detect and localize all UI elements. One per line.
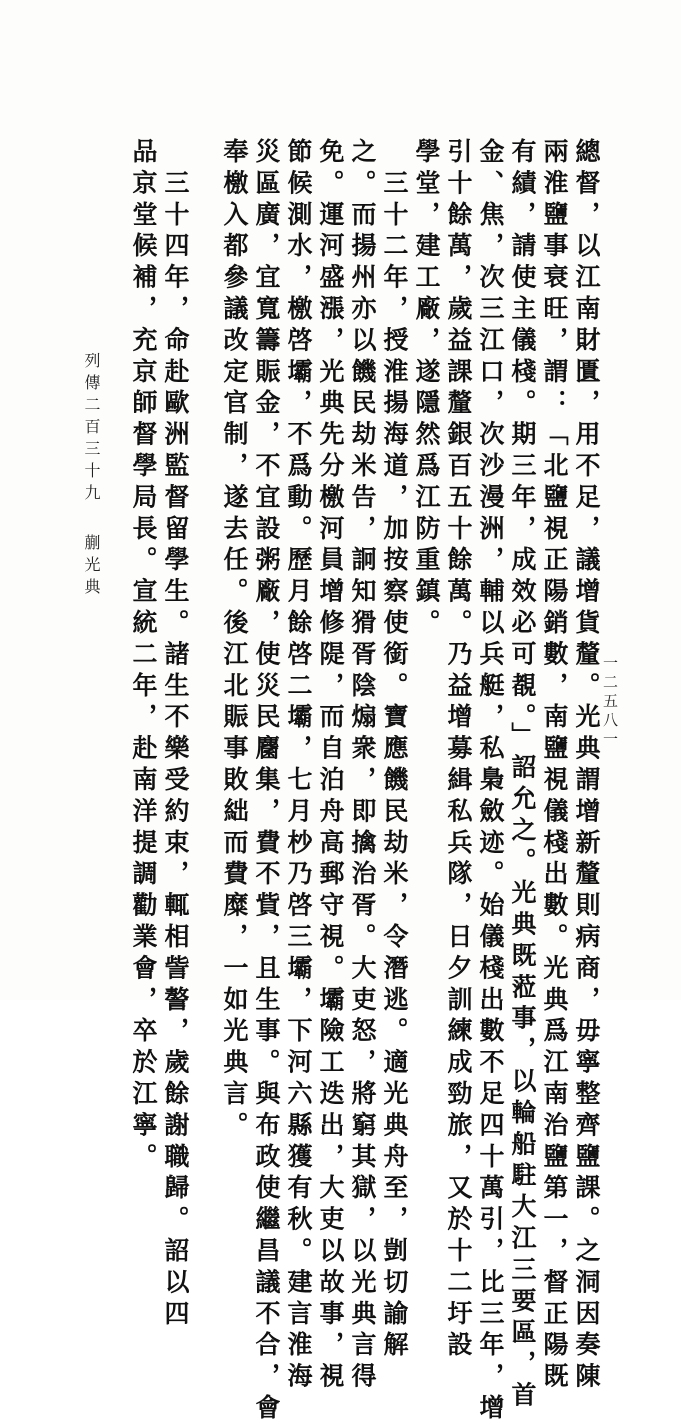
text-column: 災區廣，宜寬籌賑金，不宜設粥廠，使災民麕集，費不貲，且生事。與布政使繼昌議不合，會 [252,138,281,1425]
text-column: 總督，以江南財匱，用不足，議增貨釐。光典謂增新釐則病商，毋寧整齊鹽課。之洞因奏陳 [572,138,601,1394]
running-header-biography-name: 蒯光典 [82,534,101,600]
text-column: 引十餘萬，歲益課釐銀百五十餘萬。乃益增募緝私兵隊，日夕訓練成勁旅，又於十二圩設 [444,138,473,1363]
text-column: 三十二年，授淮揚海道，加按察使銜。寶應饑民劫米，令潛逃。適光典舟至，剴切諭解 [380,138,409,1363]
text-column: 品京堂候補，充京師督學局長。宣統二年，赴南洋提調勸業會，卒於江寧。 [129,138,158,1175]
text-column: 兩淮鹽事衰旺，謂：「北鹽視正陽銷數，南鹽視儀棧出數。光典爲江南治鹽第一，督正陽既 [540,138,569,1394]
text-column: 有績，請使主儀棧。期三年，成效必可覩。」詔允之。光典既蒞事，以輪船駐大江三要區，首 [508,138,537,1413]
text-column: 節候測水，檄啓壩，不爲動。歷月餘啓二壩，七月杪乃啓三壩，下河六縣獲有秋。建言淮海 [284,138,313,1394]
page-number: 一二五八一 [601,655,619,750]
text-column: 免。運河盛漲，光典先分檄河員增修隄，而自泊舟高郵守視。壩險工迭出，大吏以故事，視 [316,138,345,1394]
text-column: 學堂，建工廠，遂隱然爲江防重鎮。 [412,138,441,641]
text-column: 三十四年，命赴歐洲監督留學生。諸生不樂受約束，輒相訾謷，歲餘謝職歸。詔以四 [161,138,190,1332]
running-header [80,352,103,600]
text-column: 金、焦，次三江口，次沙漫洲，輔以兵艇，私梟斂迹。始儀棧出數不足四十萬引，比三年，增 [476,138,505,1425]
running-header-chapter: 列傳二百三十九 [82,352,101,506]
text-column: 奉檄入都參議改定官制，遂去任。後江北賑事敗絀而費糜，一如光典言。 [220,138,249,1143]
text-column: 之。而揚州亦以饑民劫米告，詗知猾胥陰煽衆，即擒治胥。大吏怒，將窮其獄，以光典言得 [348,138,377,1394]
